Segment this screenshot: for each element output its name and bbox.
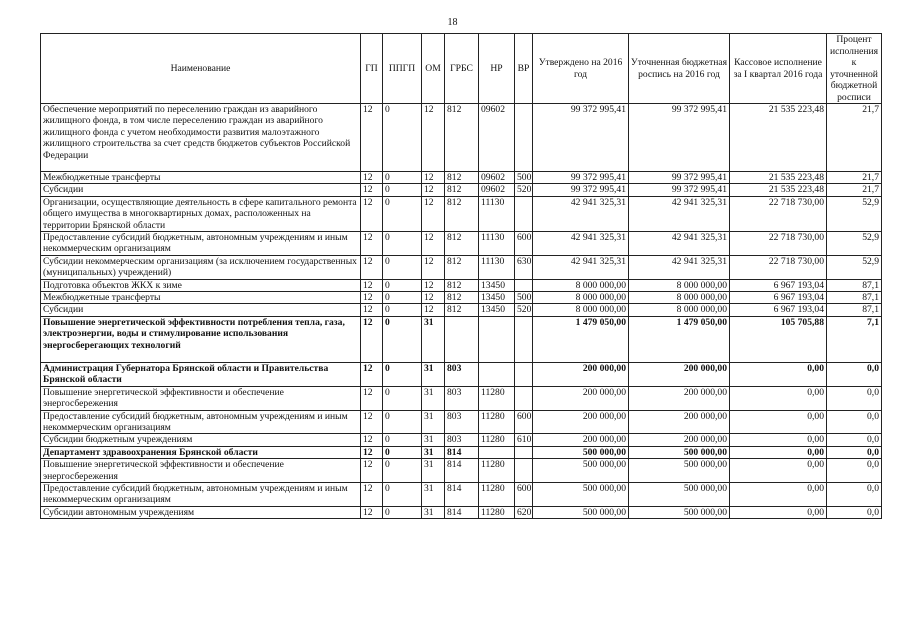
cell-name: Предоставление субсидий бюджетным, автономным учреждениям и иным некоммерческим организациям <box>41 232 361 256</box>
table-row <box>41 255 882 279</box>
cell-cash: 22 718 730,00 <box>730 232 827 256</box>
cell-refined: 500 000,00 <box>629 506 730 518</box>
table-row <box>41 232 882 256</box>
cell-vr <box>515 362 533 386</box>
table-body <box>41 104 882 519</box>
cell-om: 31 <box>422 506 445 518</box>
cell-name: Организации, осуществляющие деятельность в сфере капитального ремонта общего имущества в многоквартирных домах, расположенных на территории Брянской области <box>41 196 361 231</box>
table-row <box>41 279 882 291</box>
cell-vr: 520 <box>515 184 533 196</box>
cell-name: Повышение энергетической эффективности потребления тепла, газа, электроэнергии, воды и стимулирование использования энергосберегающих технологий <box>41 316 361 362</box>
header-vr: ВР <box>515 34 533 104</box>
cell-ppgp: 0 <box>383 362 422 386</box>
cell-np: 11130 <box>479 232 515 256</box>
cell-vr: 500 <box>515 292 533 304</box>
cell-percent: 0,0 <box>827 506 882 518</box>
cell-cash: 0,00 <box>730 410 827 434</box>
table-row <box>41 434 882 446</box>
cell-vr: 600 <box>515 482 533 506</box>
cell-percent: 52,9 <box>827 196 882 231</box>
cell-approved: 99 372 995,41 <box>533 104 629 172</box>
cell-approved: 500 000,00 <box>533 506 629 518</box>
cell-refined: 42 941 325,31 <box>629 255 730 279</box>
table-row <box>41 410 882 434</box>
cell-approved: 8 000 000,00 <box>533 304 629 316</box>
cell-vr: 630 <box>515 255 533 279</box>
cell-gp: 12 <box>361 362 383 386</box>
cell-gp: 12 <box>361 446 383 458</box>
cell-grbs: 812 <box>445 104 479 172</box>
cell-om: 31 <box>422 434 445 446</box>
cell-refined: 99 372 995,41 <box>629 104 730 172</box>
cell-ppgp: 0 <box>383 292 422 304</box>
cell-np: 11130 <box>479 255 515 279</box>
cell-gp: 12 <box>361 196 383 231</box>
cell-np <box>479 362 515 386</box>
cell-name: Предоставление субсидий бюджетным, автономным учреждениям и иным некоммерческим организациям <box>41 410 361 434</box>
cell-refined: 500 000,00 <box>629 482 730 506</box>
cell-gp: 12 <box>361 434 383 446</box>
cell-np <box>479 446 515 458</box>
cell-cash: 0,00 <box>730 434 827 446</box>
cell-cash: 21 535 223,48 <box>730 104 827 172</box>
cell-approved: 500 000,00 <box>533 446 629 458</box>
cell-np: 09602 <box>479 172 515 184</box>
table-row <box>41 292 882 304</box>
cell-ppgp: 0 <box>383 196 422 231</box>
cell-refined: 500 000,00 <box>629 459 730 483</box>
cell-name: Субсидии <box>41 184 361 196</box>
cell-np: 11280 <box>479 459 515 483</box>
cell-percent: 0,0 <box>827 482 882 506</box>
cell-ppgp: 0 <box>383 506 422 518</box>
cell-percent: 21,7 <box>827 172 882 184</box>
cell-grbs: 814 <box>445 506 479 518</box>
cell-refined: 8 000 000,00 <box>629 304 730 316</box>
cell-ppgp: 0 <box>383 482 422 506</box>
cell-ppgp: 0 <box>383 316 422 362</box>
cell-gp: 12 <box>361 172 383 184</box>
cell-cash: 21 535 223,48 <box>730 184 827 196</box>
cell-gp: 12 <box>361 232 383 256</box>
table-row <box>41 104 882 172</box>
cell-om: 12 <box>422 196 445 231</box>
cell-gp: 12 <box>361 255 383 279</box>
cell-np: 13450 <box>479 279 515 291</box>
cell-percent: 52,9 <box>827 232 882 256</box>
cell-name: Повышение энергетической эффективности и обеспечение энергосбережения <box>41 386 361 410</box>
cell-gp: 12 <box>361 482 383 506</box>
cell-cash: 22 718 730,00 <box>730 255 827 279</box>
cell-cash: 0,00 <box>730 386 827 410</box>
header-om: ОМ <box>422 34 445 104</box>
cell-grbs: 812 <box>445 196 479 231</box>
table-row <box>41 459 882 483</box>
header-gp: ГП <box>361 34 383 104</box>
table-row <box>41 196 882 231</box>
cell-gp: 12 <box>361 506 383 518</box>
table-row <box>41 386 882 410</box>
cell-approved: 99 372 995,41 <box>533 184 629 196</box>
cell-grbs: 803 <box>445 386 479 410</box>
header-name: Наименование <box>41 34 361 104</box>
cell-refined: 42 941 325,31 <box>629 196 730 231</box>
cell-ppgp: 0 <box>383 279 422 291</box>
cell-ppgp: 0 <box>383 255 422 279</box>
cell-ppgp: 0 <box>383 232 422 256</box>
cell-cash: 21 535 223,48 <box>730 172 827 184</box>
cell-grbs: 812 <box>445 279 479 291</box>
cell-percent: 0,0 <box>827 434 882 446</box>
cell-vr: 620 <box>515 506 533 518</box>
cell-vr <box>515 279 533 291</box>
cell-grbs: 803 <box>445 410 479 434</box>
cell-ppgp: 0 <box>383 104 422 172</box>
cell-approved: 200 000,00 <box>533 362 629 386</box>
cell-cash: 6 967 193,04 <box>730 304 827 316</box>
cell-grbs <box>445 316 479 362</box>
cell-cash: 0,00 <box>730 482 827 506</box>
cell-om: 31 <box>422 386 445 410</box>
cell-np: 09602 <box>479 104 515 172</box>
cell-gp: 12 <box>361 459 383 483</box>
budget-table <box>40 33 882 519</box>
cell-cash: 105 705,88 <box>730 316 827 362</box>
cell-approved: 200 000,00 <box>533 386 629 410</box>
cell-grbs: 812 <box>445 232 479 256</box>
cell-np: 11280 <box>479 434 515 446</box>
cell-refined: 1 479 050,00 <box>629 316 730 362</box>
table-row <box>41 172 882 184</box>
cell-name: Департамент здравоохранения Брянской области <box>41 446 361 458</box>
table-row <box>41 362 882 386</box>
cell-ppgp: 0 <box>383 410 422 434</box>
cell-approved: 200 000,00 <box>533 410 629 434</box>
cell-name: Субсидии некоммерческим организациям (за исключением государственных (муниципальных) учреждений) <box>41 255 361 279</box>
cell-cash: 0,00 <box>730 362 827 386</box>
cell-om: 12 <box>422 304 445 316</box>
cell-grbs: 814 <box>445 459 479 483</box>
cell-percent: 87,1 <box>827 292 882 304</box>
cell-ppgp: 0 <box>383 459 422 483</box>
cell-vr <box>515 316 533 362</box>
cell-cash: 22 718 730,00 <box>730 196 827 231</box>
cell-cash: 0,00 <box>730 506 827 518</box>
cell-percent: 0,0 <box>827 410 882 434</box>
header-approved: Утверждено на 2016 год <box>533 34 629 104</box>
cell-gp: 12 <box>361 316 383 362</box>
cell-vr <box>515 386 533 410</box>
cell-refined: 8 000 000,00 <box>629 292 730 304</box>
cell-grbs: 814 <box>445 446 479 458</box>
cell-np: 11130 <box>479 196 515 231</box>
cell-name: Субсидии <box>41 304 361 316</box>
cell-percent: 21,7 <box>827 184 882 196</box>
cell-np: 13450 <box>479 292 515 304</box>
table-row <box>41 316 882 362</box>
cell-percent: 52,9 <box>827 255 882 279</box>
cell-vr <box>515 196 533 231</box>
cell-vr: 600 <box>515 410 533 434</box>
cell-om: 31 <box>422 459 445 483</box>
cell-om: 12 <box>422 104 445 172</box>
cell-percent: 0,0 <box>827 386 882 410</box>
cell-refined: 99 372 995,41 <box>629 184 730 196</box>
cell-gp: 12 <box>361 304 383 316</box>
cell-om: 31 <box>422 410 445 434</box>
table-row <box>41 184 882 196</box>
cell-vr <box>515 446 533 458</box>
cell-approved: 200 000,00 <box>533 434 629 446</box>
cell-approved: 8 000 000,00 <box>533 292 629 304</box>
cell-cash: 6 967 193,04 <box>730 292 827 304</box>
cell-name: Повышение энергетической эффективности и обеспечение энергосбережения <box>41 459 361 483</box>
cell-grbs: 812 <box>445 184 479 196</box>
cell-ppgp: 0 <box>383 304 422 316</box>
cell-ppgp: 0 <box>383 184 422 196</box>
cell-ppgp: 0 <box>383 446 422 458</box>
table-row <box>41 506 882 518</box>
cell-grbs: 814 <box>445 482 479 506</box>
cell-percent: 87,1 <box>827 304 882 316</box>
cell-name: Подготовка объектов ЖКХ к зиме <box>41 279 361 291</box>
cell-approved: 1 479 050,00 <box>533 316 629 362</box>
cell-name: Межбюджетные трансферты <box>41 292 361 304</box>
cell-vr <box>515 459 533 483</box>
cell-name: Межбюджетные трансферты <box>41 172 361 184</box>
cell-name: Обеспечение мероприятий по переселению граждан из аварийного жилищного фонда, в том числе переселению граждан из аварийного жилищного фонда с учетом необходимости развития малоэтажного жилищного строительства за счет средств бюджетов субъектов Российской Федерации <box>41 104 361 172</box>
cell-cash: 0,00 <box>730 459 827 483</box>
cell-om: 31 <box>422 446 445 458</box>
cell-grbs: 812 <box>445 292 479 304</box>
cell-om: 12 <box>422 292 445 304</box>
cell-gp: 12 <box>361 410 383 434</box>
cell-om: 31 <box>422 482 445 506</box>
cell-np: 11280 <box>479 386 515 410</box>
cell-om: 31 <box>422 362 445 386</box>
cell-percent: 21,7 <box>827 104 882 172</box>
cell-approved: 42 941 325,31 <box>533 196 629 231</box>
cell-cash: 6 967 193,04 <box>730 279 827 291</box>
cell-grbs: 812 <box>445 172 479 184</box>
cell-gp: 12 <box>361 292 383 304</box>
cell-name: Субсидии бюджетным учреждениям <box>41 434 361 446</box>
cell-om: 31 <box>422 316 445 362</box>
cell-approved: 42 941 325,31 <box>533 232 629 256</box>
cell-refined: 200 000,00 <box>629 386 730 410</box>
cell-np: 09602 <box>479 184 515 196</box>
page-number: 18 <box>447 17 458 28</box>
cell-refined: 42 941 325,31 <box>629 232 730 256</box>
cell-approved: 500 000,00 <box>533 482 629 506</box>
cell-grbs: 803 <box>445 362 479 386</box>
cell-gp: 12 <box>361 386 383 410</box>
cell-grbs: 812 <box>445 304 479 316</box>
cell-name: Субсидии автономным учреждениям <box>41 506 361 518</box>
cell-refined: 99 372 995,41 <box>629 172 730 184</box>
cell-refined: 200 000,00 <box>629 362 730 386</box>
cell-ppgp: 0 <box>383 434 422 446</box>
cell-vr: 610 <box>515 434 533 446</box>
cell-approved: 8 000 000,00 <box>533 279 629 291</box>
cell-ppgp: 0 <box>383 172 422 184</box>
cell-refined: 200 000,00 <box>629 410 730 434</box>
cell-percent: 0,0 <box>827 362 882 386</box>
cell-om: 12 <box>422 172 445 184</box>
table-header-row <box>41 34 882 104</box>
cell-vr <box>515 104 533 172</box>
cell-vr: 520 <box>515 304 533 316</box>
cell-name: Предоставление субсидий бюджетным, автономным учреждениям и иным некоммерческим организациям <box>41 482 361 506</box>
cell-cash: 0,00 <box>730 446 827 458</box>
cell-percent: 87,1 <box>827 279 882 291</box>
cell-np: 11280 <box>479 482 515 506</box>
cell-om: 12 <box>422 184 445 196</box>
table-row <box>41 304 882 316</box>
cell-percent: 7,1 <box>827 316 882 362</box>
cell-approved: 42 941 325,31 <box>533 255 629 279</box>
cell-percent: 0,0 <box>827 446 882 458</box>
cell-vr: 500 <box>515 172 533 184</box>
cell-gp: 12 <box>361 279 383 291</box>
cell-percent: 0,0 <box>827 459 882 483</box>
header-grbs: ГРБС <box>445 34 479 104</box>
header-np: НР <box>479 34 515 104</box>
cell-np: 11280 <box>479 410 515 434</box>
header-percent: Процент исполнения к уточненной бюджетной росписи <box>827 34 882 104</box>
header-refined: Уточненная бюджетная роспись на 2016 год <box>629 34 730 104</box>
cell-ppgp: 0 <box>383 386 422 410</box>
cell-refined: 8 000 000,00 <box>629 279 730 291</box>
cell-approved: 500 000,00 <box>533 459 629 483</box>
cell-vr: 600 <box>515 232 533 256</box>
cell-np <box>479 316 515 362</box>
cell-refined: 200 000,00 <box>629 434 730 446</box>
cell-grbs: 812 <box>445 255 479 279</box>
cell-np: 13450 <box>479 304 515 316</box>
header-cash: Кассовое исполнение за I квартал 2016 года <box>730 34 827 104</box>
cell-refined: 500 000,00 <box>629 446 730 458</box>
cell-om: 12 <box>422 279 445 291</box>
cell-gp: 12 <box>361 184 383 196</box>
cell-grbs: 803 <box>445 434 479 446</box>
cell-gp: 12 <box>361 104 383 172</box>
cell-name: Администрация Губернатора Брянской области и Правительства Брянской области <box>41 362 361 386</box>
cell-np: 11280 <box>479 506 515 518</box>
header-ppgp: ППГП <box>383 34 422 104</box>
table-row <box>41 446 882 458</box>
table-row <box>41 482 882 506</box>
cell-approved: 99 372 995,41 <box>533 172 629 184</box>
cell-om: 12 <box>422 232 445 256</box>
cell-om: 12 <box>422 255 445 279</box>
